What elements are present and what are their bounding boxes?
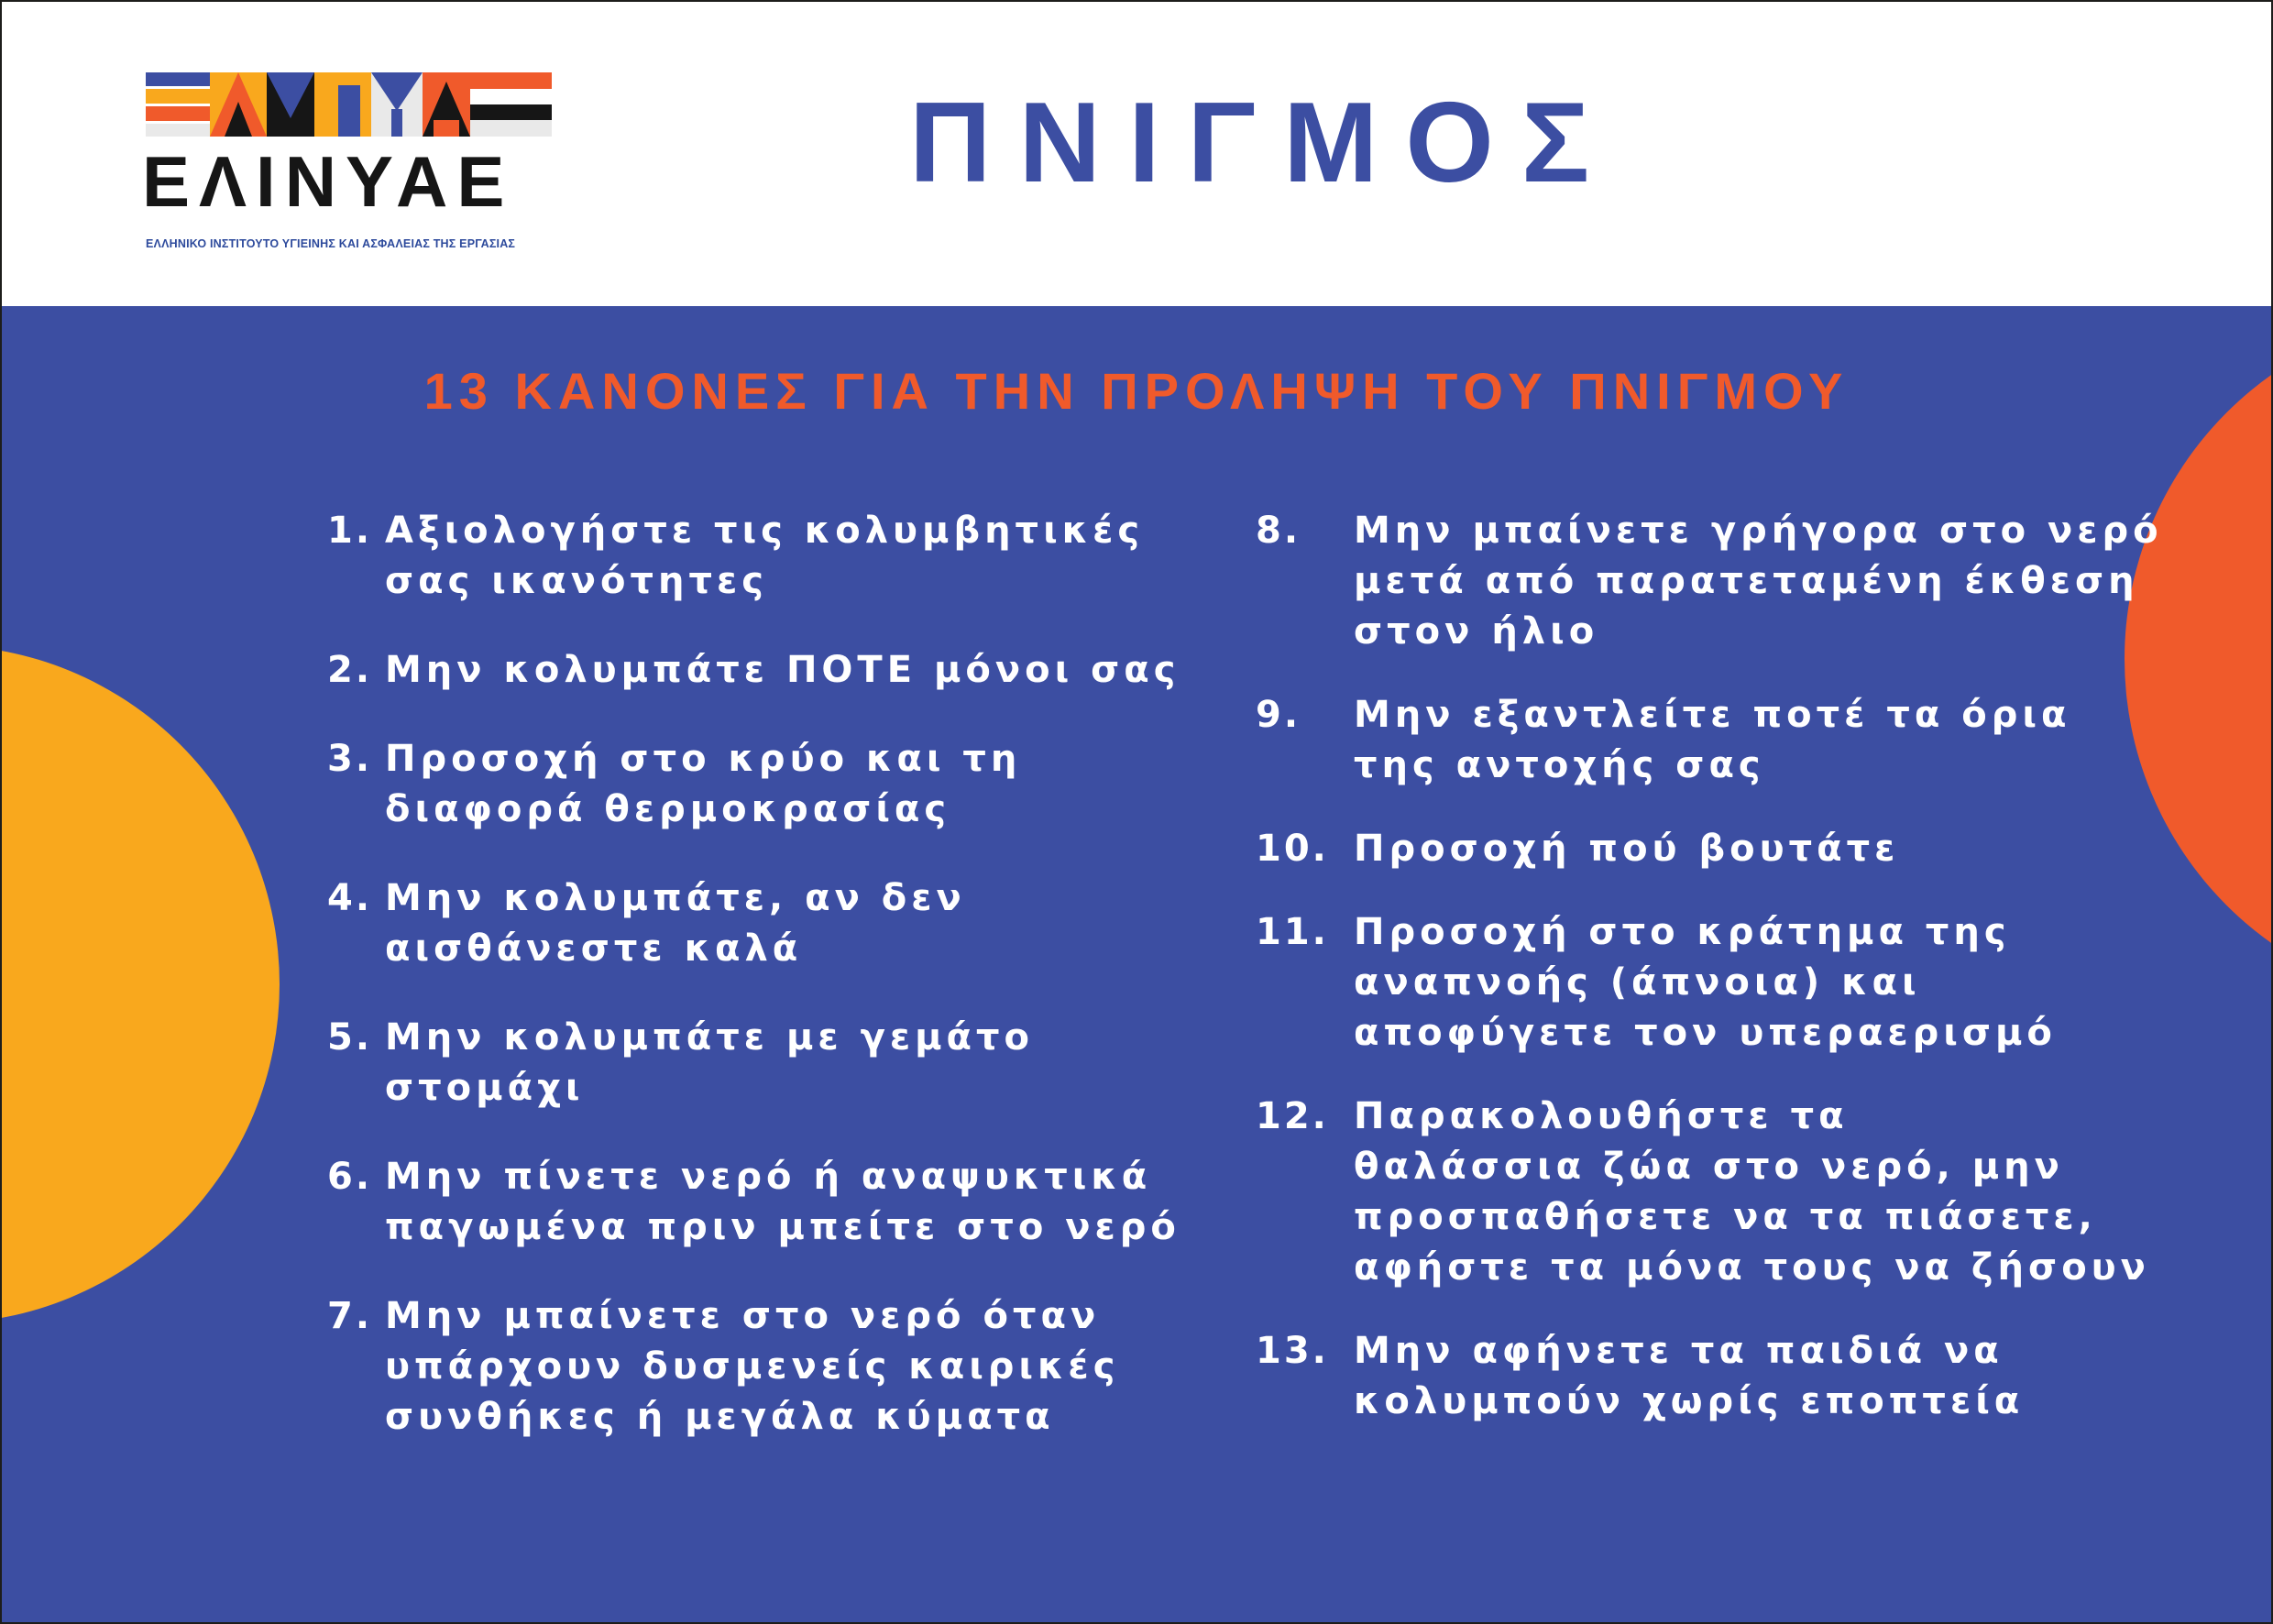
- rule-text-line: Μην κολυμπάτε ΠΟΤΕ μόνοι σας: [385, 649, 1180, 691]
- rule-text-line: παγωμένα πριν μπείτε στο νερό: [385, 1206, 1180, 1248]
- rule-text: [385, 1291, 1119, 1443]
- rule-text: [1354, 1326, 2024, 1427]
- rule-item: [327, 734, 1207, 835]
- rule-text-line: στον ήλιο: [1354, 610, 1599, 653]
- rule-text-line: διαφορά θερμοκρασίας: [385, 788, 951, 830]
- page-title: ΠΝΙΓΜΟΣ: [909, 80, 1618, 206]
- elinyae-logo: [142, 72, 552, 256]
- rule-text: [1354, 690, 2070, 791]
- rule-number: 1.: [327, 510, 373, 552]
- rule-text: [385, 645, 1180, 696]
- rules-list-left: [327, 506, 1207, 1481]
- rule-number: 4.: [327, 877, 373, 919]
- rule-item: [327, 506, 1207, 607]
- rule-text-line: κολυμπούν χωρίς εποπτεία: [1354, 1380, 2025, 1422]
- rule-item: [1256, 1326, 2264, 1427]
- rule-text-line: σας ικανότητες: [385, 560, 768, 602]
- rule-text-line: στομάχι: [385, 1067, 585, 1109]
- rule-item: [327, 1291, 1207, 1443]
- rule-item: [1256, 690, 2264, 791]
- rule-text-line: υπάρχουν δυσμενείς καιρικές: [385, 1345, 1120, 1388]
- rule-text: [385, 734, 1021, 835]
- rule-number: 7.: [327, 1295, 373, 1337]
- rule-text-line: μετά από παρατεταμένη έκθεση: [1354, 560, 2139, 602]
- rule-text-line: Παρακολουθήστε τα: [1354, 1095, 1849, 1137]
- rule-text: [1354, 824, 1899, 874]
- rule-text-line: Μην μπαίνετε γρήγορα στο νερό: [1354, 510, 2163, 552]
- rule-text: [1354, 506, 2163, 657]
- rule-item: [1256, 907, 2264, 1059]
- rules-list-right: [1256, 506, 2264, 1460]
- rule-text-line: Μην πίνετε νερό ή αναψυκτικά: [385, 1156, 1152, 1198]
- rule-text-line: της αντοχής σας: [1354, 744, 1765, 786]
- rule-text-line: Μην κολυμπάτε με γεμάτο: [385, 1016, 1035, 1059]
- rule-text-line: θαλάσσια ζώα στο νερό, μην: [1354, 1146, 2064, 1188]
- rule-item: [327, 1013, 1207, 1114]
- rule-number: 8.: [1256, 510, 1301, 552]
- rule-text-line: Μην κολυμπάτε, αν δεν: [385, 877, 966, 919]
- rule-text-line: αποφύγετε τον υπεραερισμό: [1354, 1012, 2057, 1054]
- rule-item: [327, 873, 1207, 974]
- rule-number: 12.: [1256, 1095, 1329, 1137]
- logo-subtitle: ΕΛΛΗΝΙΚΟ ΙΝΣΤΙΤΟΥΤΟ ΥΓΙΕΙΝΗΣ ΚΑΙ ΑΣΦΑΛΕΙΑΣ ΤΗΣ ΕΡΓΑΣΙΑΣ: [146, 237, 516, 250]
- rule-text-line: Μην μπαίνετε στο νερό όταν: [385, 1295, 1101, 1337]
- decorative-yellow-circle: [2, 645, 280, 1323]
- rule-item: [1256, 824, 2264, 874]
- logo-pattern-graphic: [146, 72, 552, 137]
- rule-text-line: αναπνοής (άπνοια) και: [1354, 961, 1921, 1004]
- rule-text: [1354, 1092, 2150, 1293]
- rule-item: [327, 1152, 1207, 1253]
- rule-text-line: Αξιολογήστε τις κολυμβητικές: [385, 510, 1145, 552]
- rule-text-line: αισθάνεστε καλά: [385, 927, 803, 970]
- rules-panel: [2, 306, 2271, 1622]
- rule-text-line: προσπαθήσετε να τα πιάσετε,: [1354, 1196, 2097, 1238]
- rule-item: [1256, 506, 2264, 657]
- rule-text: [385, 1152, 1180, 1253]
- rule-number: 2.: [327, 649, 373, 691]
- rule-number: 11.: [1256, 911, 1329, 953]
- rule-number: 6.: [327, 1156, 373, 1198]
- rule-number: 5.: [327, 1016, 373, 1059]
- rules-subtitle: 13 ΚΑΝΟΝΕΣ ΓΙΑ ΤΗΝ ΠΡΟΛΗΨΗ ΤΟΥ ΠΝΙΓΜΟΥ: [423, 362, 1850, 420]
- logo-wordmark: ΕΛΙΝΥΑΕ: [142, 141, 514, 222]
- rule-item: [327, 645, 1207, 696]
- rule-text: [1354, 907, 2057, 1059]
- rule-item: [1256, 1092, 2264, 1293]
- rule-text-line: Μην αφήνετε τα παιδιά να: [1354, 1330, 2004, 1372]
- rule-text: [385, 873, 966, 974]
- rule-text: [385, 506, 1144, 607]
- rule-text-line: Μην εξαντλείτε ποτέ τα όρια: [1354, 694, 2071, 736]
- header: [2, 2, 2271, 306]
- rule-text-line: Προσοχή πού βουτάτε: [1354, 828, 1900, 870]
- rule-number: 9.: [1256, 694, 1301, 736]
- rule-text-line: συνθήκες ή μεγάλα κύματα: [385, 1396, 1055, 1438]
- rule-text: [385, 1013, 1034, 1114]
- rule-number: 10.: [1256, 828, 1329, 870]
- rule-number: 3.: [327, 738, 373, 780]
- rule-text-line: Προσοχή στο κράτημα της: [1354, 911, 2011, 953]
- rule-number: 13.: [1256, 1330, 1329, 1372]
- rule-text-line: Προσοχή στο κρύο και τη: [385, 738, 1022, 780]
- rule-text-line: αφήστε τα μόνα τους να ζήσουν: [1354, 1246, 2150, 1289]
